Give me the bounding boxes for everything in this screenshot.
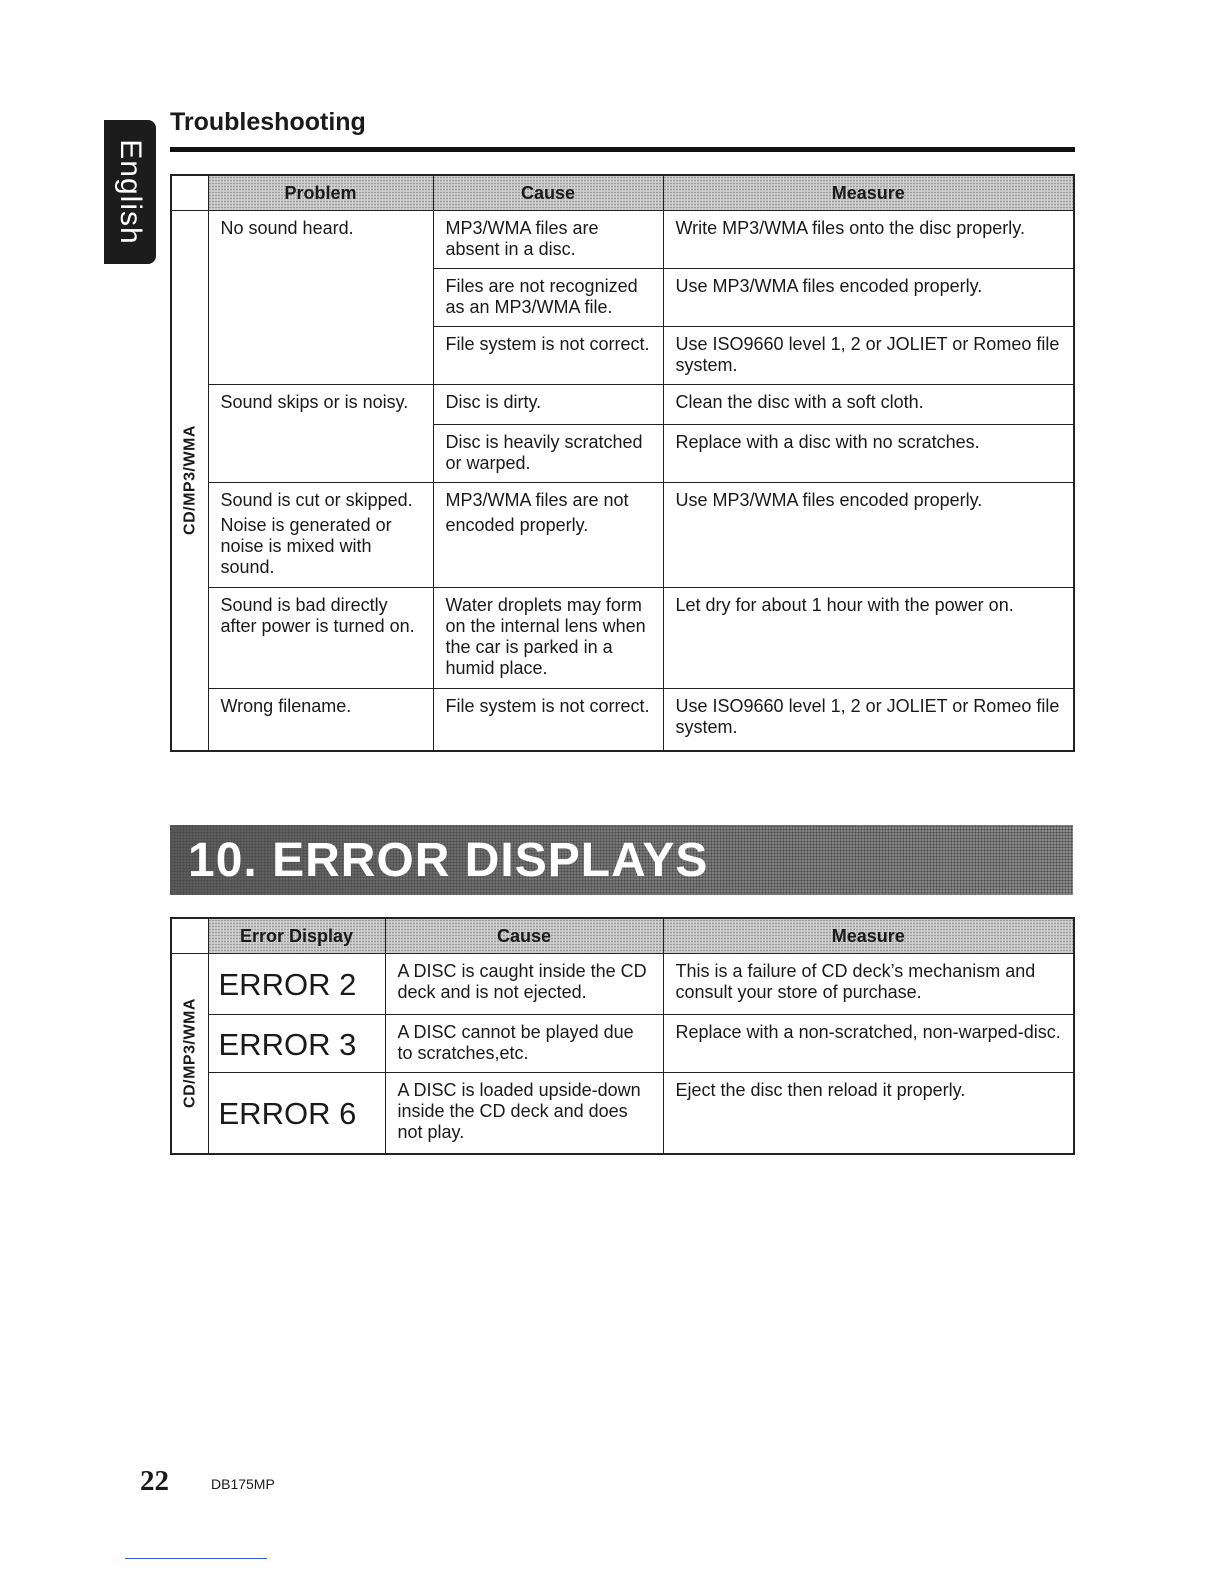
table-row [171, 483, 1074, 588]
error-displays-banner [170, 825, 1073, 895]
error-code-cell: ERROR 3 [208, 1015, 385, 1073]
table-row [171, 954, 1074, 1015]
problem-text: Sound is cut or skipped. [220, 490, 413, 510]
problem-cell: Wrong filename. [208, 689, 433, 751]
measure-cell: This is a failure of CD deck’s mechanism and consult your store of purchase. [663, 954, 1074, 1015]
header-error-display: Error Display [208, 918, 385, 954]
header-measure: Measure [663, 918, 1074, 954]
error-displays-table [170, 917, 1075, 1155]
table-row [171, 385, 1074, 425]
problem-extra-text: Noise is generated or noise is mixed with sound. [220, 515, 392, 577]
measure-cell: Use MP3/WMA files encoded properly. [663, 483, 1074, 588]
header-measure: Measure [663, 175, 1074, 211]
measure-cell: Replace with a non-scratched, non-warped-disc. [663, 1015, 1074, 1073]
category-cell [171, 954, 208, 1154]
section-title: Troubleshooting [170, 108, 366, 136]
cause-cell: Disc is heavily scratched or warped. [433, 425, 663, 483]
cause-extra-text: encoded properly. [445, 515, 589, 535]
category-label: CD/MP3/WMA [181, 425, 199, 536]
category-cell [171, 211, 208, 751]
cause-cell: MP3/WMA files are absent in a disc. [433, 211, 663, 269]
problem-cell: Sound is bad directly after power is turned on. [208, 588, 433, 689]
header-cause: Cause [433, 175, 663, 211]
language-tab [104, 120, 156, 264]
cause-cell: File system is not correct. [433, 327, 663, 385]
title-rule [170, 147, 1075, 152]
language-tab-label: English [114, 139, 147, 245]
header-blank [171, 175, 208, 211]
banner-title: 10. ERROR DISPLAYS [188, 834, 709, 887]
measure-cell: Replace with a disc with no scratches. [663, 425, 1074, 483]
table-header-row [171, 175, 1074, 211]
cause-cell: Water droplets may form on the internal lens when the car is parked in a humid place. [433, 588, 663, 689]
cause-cell: Disc is dirty. [433, 385, 663, 425]
problem-cell [208, 483, 433, 588]
error-code-cell: ERROR 2 [208, 954, 385, 1015]
cause-cell: Files are not recognized as an MP3/WMA file. [433, 269, 663, 327]
measure-cell: Use MP3/WMA files encoded properly. [663, 269, 1074, 327]
table-row [171, 211, 1074, 269]
measure-cell: Let dry for about 1 hour with the power on. [663, 588, 1074, 689]
table-header-row [171, 918, 1074, 954]
header-problem: Problem [208, 175, 433, 211]
cause-cell: A DISC cannot be played due to scratches,etc. [385, 1015, 663, 1073]
measure-cell: Use ISO9660 level 1, 2 or JOLIET or Romeo file system. [663, 327, 1074, 385]
table-row [171, 1015, 1074, 1073]
problem-cell: Sound skips or is noisy. [208, 385, 433, 483]
measure-cell: Clean the disc with a soft cloth. [663, 385, 1074, 425]
model-number: DB175MP [211, 1476, 275, 1492]
cause-cell: A DISC is loaded upside-down inside the CD deck and does not play. [385, 1073, 663, 1154]
measure-cell: Use ISO9660 level 1, 2 or JOLIET or Romeo file system. [663, 689, 1074, 751]
cause-cell: File system is not correct. [433, 689, 663, 751]
problem-cell: No sound heard. [208, 211, 433, 385]
measure-cell: Write MP3/WMA files onto the disc properly. [663, 211, 1074, 269]
cause-cell [433, 483, 663, 588]
header-blank [171, 918, 208, 954]
bottom-rule [125, 1558, 267, 1559]
header-cause: Cause [385, 918, 663, 954]
page-number: 22 [140, 1465, 169, 1497]
table-row [171, 588, 1074, 689]
cause-text: MP3/WMA files are not [445, 490, 629, 510]
table-row [171, 689, 1074, 751]
error-code-cell: ERROR 6 [208, 1073, 385, 1154]
category-label: CD/MP3/WMA [181, 998, 199, 1109]
cause-cell: A DISC is caught inside the CD deck and is not ejected. [385, 954, 663, 1015]
measure-cell: Eject the disc then reload it properly. [663, 1073, 1074, 1154]
troubleshooting-table [170, 174, 1075, 752]
table-row [171, 1073, 1074, 1154]
